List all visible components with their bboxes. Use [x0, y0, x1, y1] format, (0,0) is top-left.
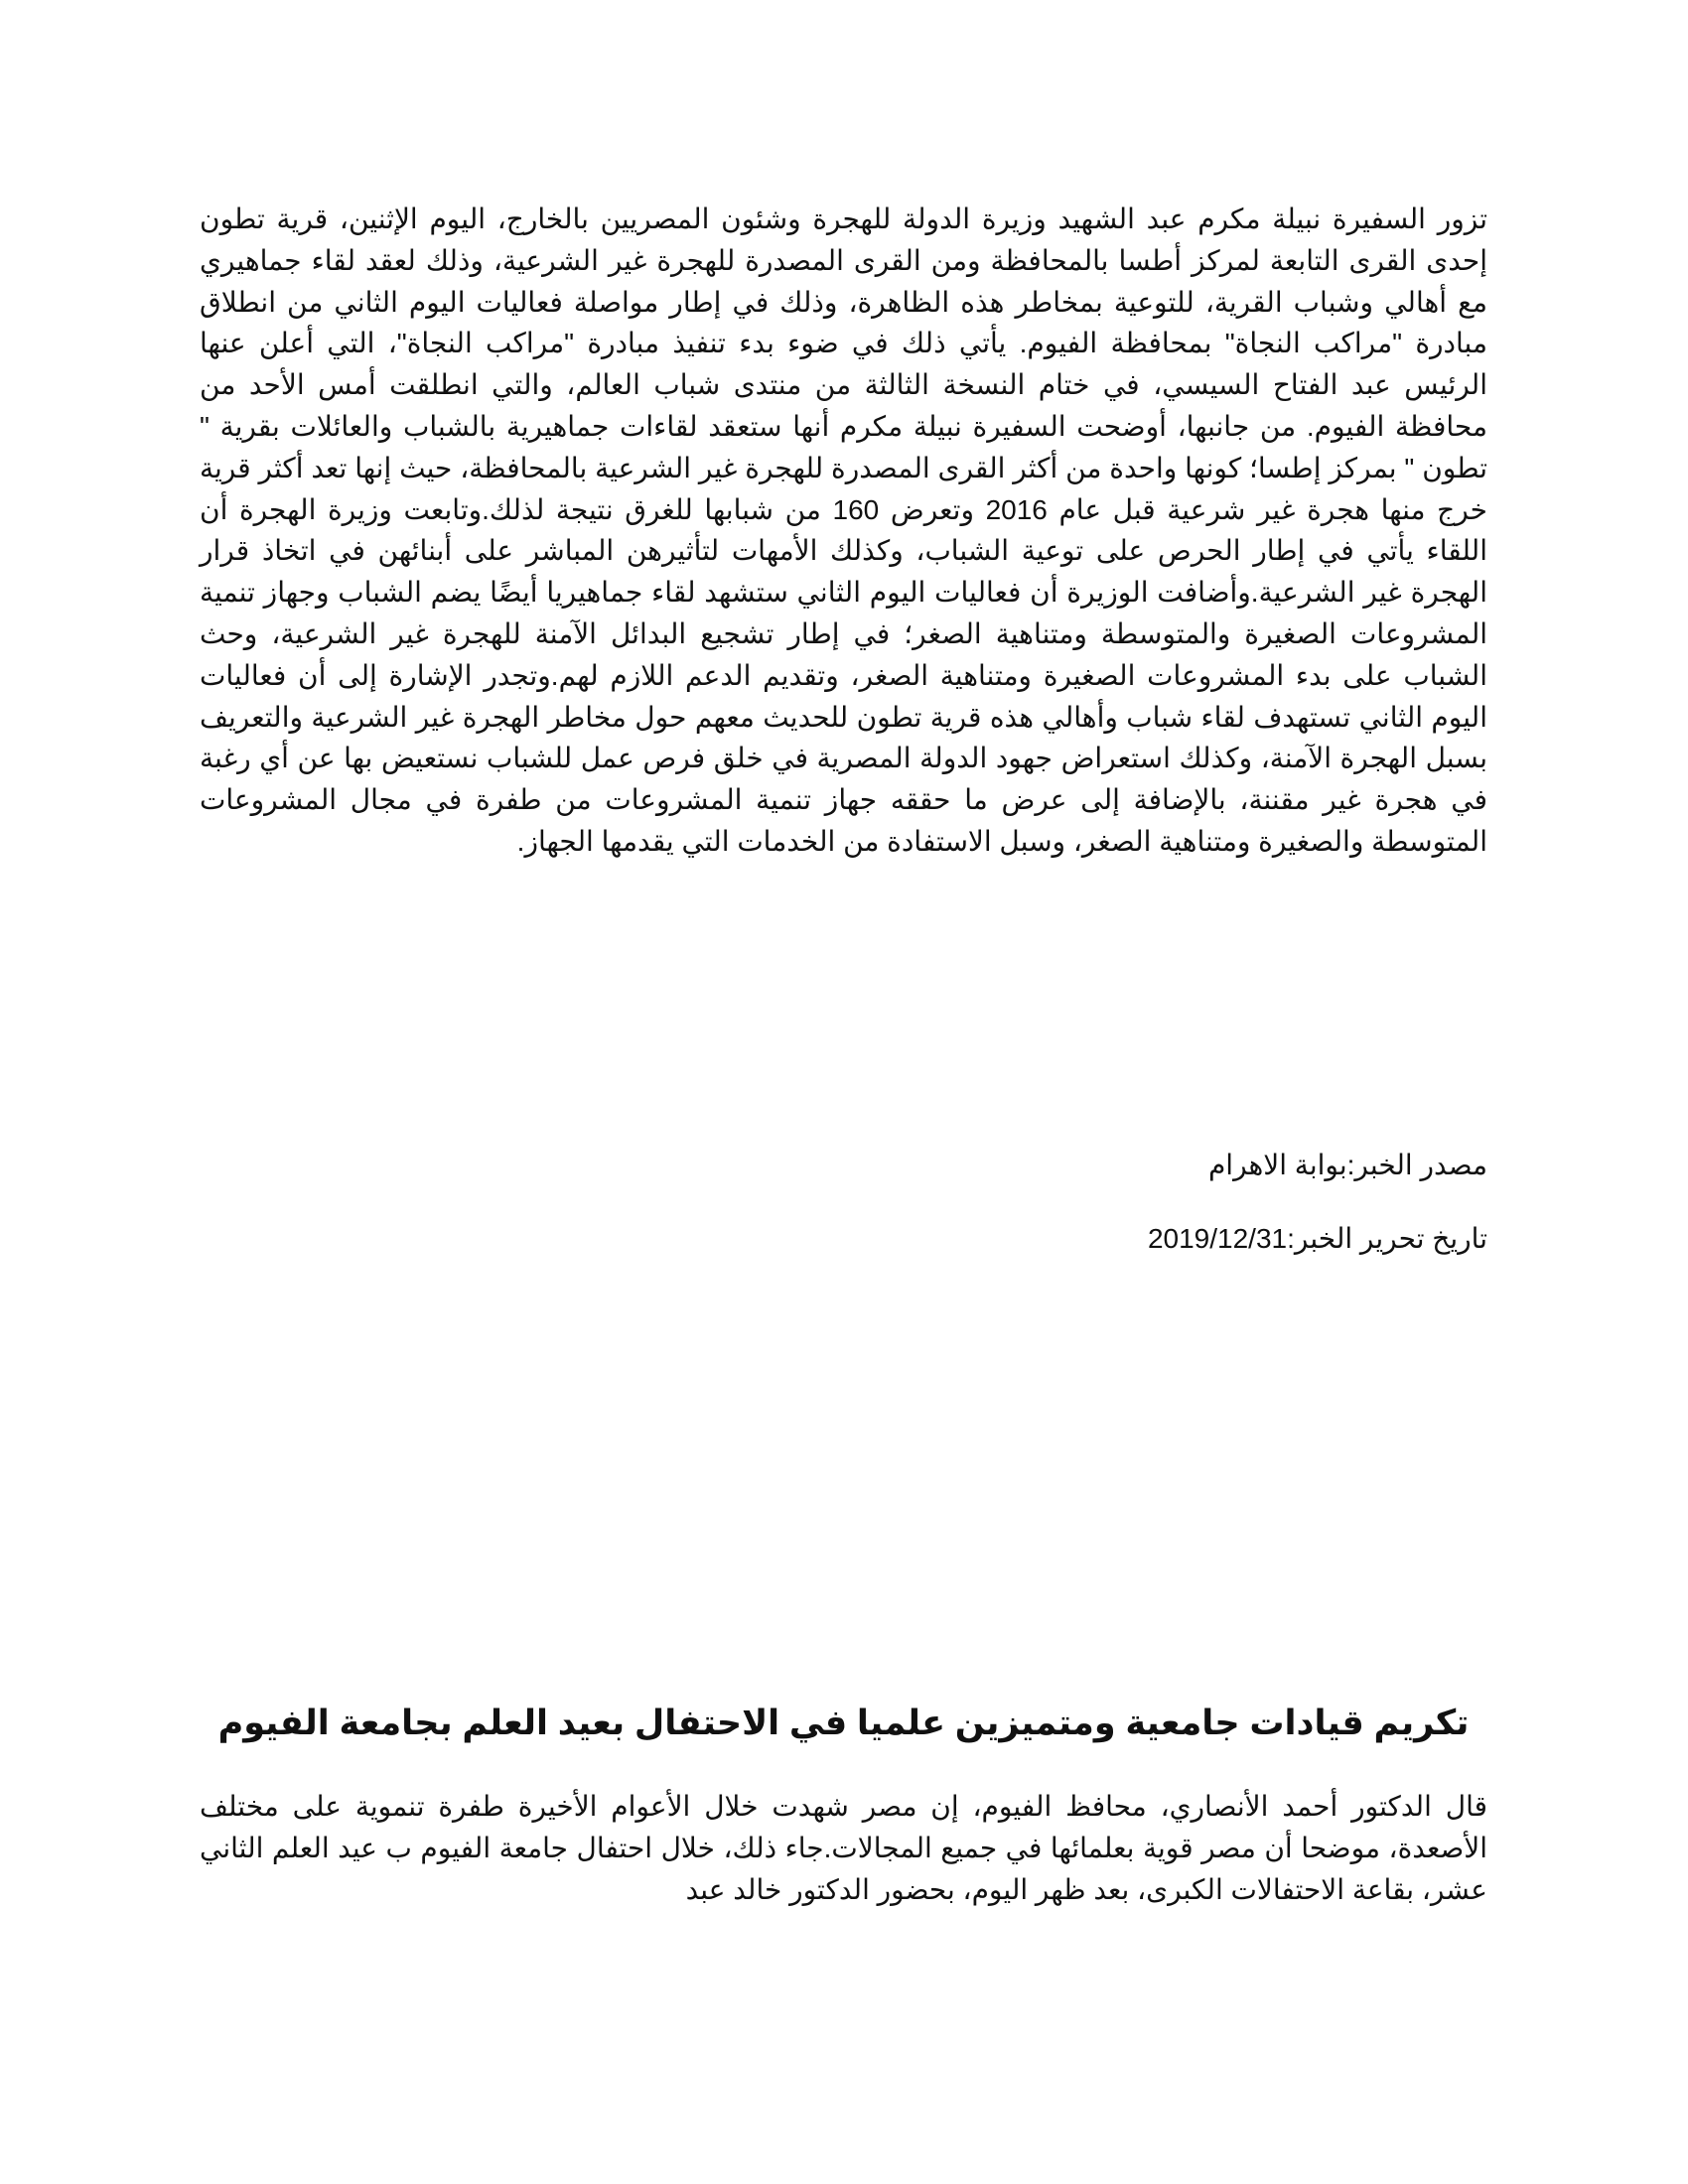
- article-body-paragraph: تزور السفيرة نبيلة مكرم عبد الشهيد وزيرة الدولة للهجرة وشئون المصريين بالخارج، اليوم الإثنين، قرية تطون إحدى القرى التابعة لمركز أطسا بالمحافظة ومن القرى المصدرة للهجرة غير الشرعية، وذلك لعقد لقاء جماهيري مع أهالي وشباب القرية، للتوعية بمخاطر هذه الظاهرة، وذلك في إطار مواصلة فعاليات اليوم الثاني من انطلاق مبادرة "مراكب النجاة" بمحافظة الفيوم. يأتي ذلك في ضوء بدء تنفيذ مبادرة "مراكب النجاة"، التي أعلن عنها الرئيس عبد الفتاح السيسي، في ختام النسخة الثالثة من منتدى شباب العالم، والتي انطلقت أمس الأحد من محافظة الفيوم. من جانبها، أوضحت السفيرة نبيلة مكرم أنها ستعقد لقاءات جماهيرية بالشباب والعائلات بقرية " تطون " بمركز إطسا؛ كونها واحدة من أكثر القرى المصدرة للهجرة غير الشرعية بالمحافظة، حيث إنها تعد أكثر قرية خرج منها هجرة غير شرعية قبل عام 2016 وتعرض 160 من شبابها للغرق نتيجة لذلك.وتابعت وزيرة الهجرة أن اللقاء يأتي في إطار الحرص على توعية الشباب، وكذلك الأمهات لتأثيرهن المباشر على أبنائهن في اتخاذ قرار الهجرة غير الشرعية.وأضافت الوزيرة أن فعاليات اليوم الثاني ستشهد لقاء جماهيريا أيضًا يضم الشباب وجهاز تنمية المشروعات الصغيرة والمتوسطة ومتناهية الصغر؛ في إطار تشجيع البدائل الآمنة للهجرة غير الشرعية، وحث الشباب على بدء المشروعات الصغيرة ومتناهية الصغر، وتقديم الدعم اللازم لهم.وتجدر الإشارة إلى أن فعاليات اليوم الثاني تستهدف لقاء شباب وأهالي هذه قرية تطون للحديث معهم حول مخاطر الهجرة غير الشرعية والتعريف بسبل الهجرة الآمنة، وكذلك استعراض جهود الدولة المصرية في خلق فرص عمل للشباب نستعيض بها عن أي رغبة في هجرة غير مقننة، بالإضافة إلى عرض ما حققه جهاز تنمية المشروعات من طفرة في مجال المشروعات المتوسطة والصغيرة ومتناهية الصغر، وسبل الاستفادة من الخدمات التي يقدمها الجهاز.: [200, 204, 1488, 857]
- news-date-line: تاريخ تحرير الخبر:2019/12/31: [1147, 1223, 1487, 1254]
- news-source-line: مصدر الخبر:بوابة الاهرام: [1207, 1150, 1487, 1180]
- article-title: تكريم قيادات جامعية ومتميزين علميا في الاحتفال بعيد العلم بجامعة الفيوم: [217, 1704, 1470, 1742]
- article-body-paragraph-2: قال الدكتور أحمد الأنصاري، محافظ الفيوم، إن مصر شهدت خلال الأعوام الأخيرة طفرة تنموية على مختلف الأصعدة، موضحا أن مصر قوية بعلمائها في جميع المجالات.جاء ذلك، خلال احتفال جامعة الفيوم ب عيد العلم الثاني عشر، بقاعة الاحتفالات الكبرى، بعد ظهر اليوم، بحضور الدكتور خالد عبد: [200, 1791, 1487, 1905]
